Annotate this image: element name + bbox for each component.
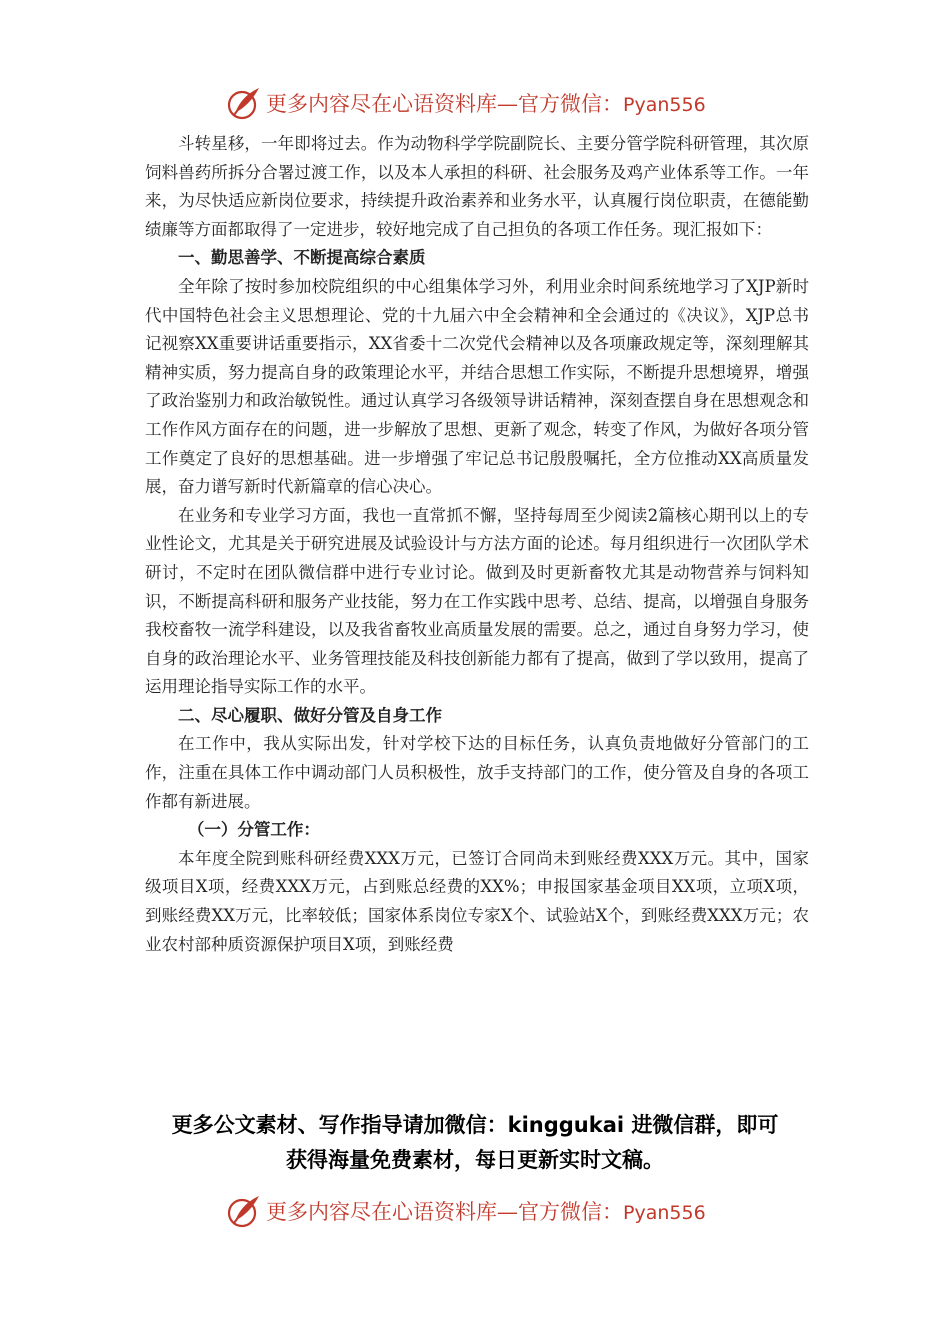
section-1-heading: 一、勤思善学、不断提高综合素质 [178, 248, 426, 268]
section-2-heading: 二、尽心履职、做好分管及自身工作 [178, 705, 442, 725]
promo-line-2: 获得海量免费素材，每日更新实时文稿。 [286, 1148, 664, 1172]
footer-banner-text: 更多内容尽在心语资料库—官方微信：Pyan556 [266, 1200, 706, 1224]
footer-wechat-id: Pyan556 [623, 1202, 706, 1224]
section-2-paragraph-2: 本年度全院到账科研经费XXX万元，已签订合同尚未到账经费XXX万元。其中，国家级项目X项，经费XXX万元，占到账总经费的XX%；申报国家基金项目XX项，立项X项，到账经费XX万元，比率较低；国家体系岗位专家X个、试验站X个，到账经费XXX万元；农业农村部种质资源保护项目X项，到账经费 [145, 848, 809, 954]
feather-pen-logo-icon [226, 85, 262, 121]
header-banner-text: 更多内容尽在心语资料库—官方微信：Pyan556 [266, 92, 706, 116]
footer-banner [226, 1191, 746, 1231]
promo-line-1: 更多公文素材、写作指导请加微信：kinggukai 进微信群，即可 [171, 1113, 779, 1137]
section-1-paragraph-1: 全年除了按时参加校院组织的中心组集体学习外，利用业余时间系统地学习了XJP新时代中国特色社会主义思想理论、党的十九届六中全会精神和全会通过的《决议》，XJP总书记视察XX重要讲话重要指示，XX省委十二次党代会精神以及各项廉政规定等，深刻理解其精神实质，努力提高自身的政策理论水平，并结合思想工作实际，不断提升思想境界，增强了政治鉴别力和政治敏锐性。通过认真学习各级领导讲话精神，深刻查摆自身在思想观念和工作作风方面存在的问题，进一步解放了思想、更新了观念，转变了作风，为做好各项分管工作奠定了良好的思想基础。进一步增强了牢记总书记殷殷嘱托，全方位推动XX高质量发展，奋力谱写新时代新篇章的信心决心。 [145, 276, 809, 497]
intro-paragraph: 斗转星移，一年即将过去。作为动物科学学院副院长、主要分管学院科研管理，其次原饲料兽药所拆分合署过渡工作，以及本人承担的科研、社会服务及鸡产业体系等工作。一年来，为尽快适应新岗位要求，持续提升政治素养和业务水平，认真履行岗位职责，在德能勤绩廉等方面都取得了一定进步，较好地完成了自己担负的各项工作任务。现汇报如下： [145, 134, 809, 239]
section-2-paragraph-1: 在工作中，我从实际出发，针对学校下达的目标任务，认真负责地做好分管部门的工作，注重在具体工作中调动部门人员积极性，放手支持部门的工作，使分管及自身的各项工作都有新进展。 [145, 734, 809, 811]
document-body [145, 130, 809, 959]
feather-pen-logo-icon [226, 1193, 262, 1229]
header-wechat-id: Pyan556 [623, 94, 706, 116]
promo-notice [100, 1108, 850, 1178]
section-1-paragraph-2: 在业务和专业学习方面，我也一直常抓不懈，坚持每周至少阅读2篇核心期刊以上的专业性论文，尤其是关于研究进展及试验设计与方法方面的论述。每月组织进行一次团队学术研讨，不定时在团队微信群中进行专业讨论。做到及时更新畜牧尤其是动物营养与饲料知识，不断提高科研和服务产业技能，努力在工作实践中思考、总结、提高，以增强自身服务我校畜牧一流学科建设，以及我省畜牧业高质量发展的需要。总之，通过自身努力学习，使自身的政治理论水平、业务管理技能及科技创新能力都有了提高，做到了学以致用，提高了运用理论指导实际工作的水平。 [145, 505, 809, 697]
header-banner [226, 83, 746, 123]
section-2-subheading-1: （一）分管工作： [187, 820, 320, 840]
